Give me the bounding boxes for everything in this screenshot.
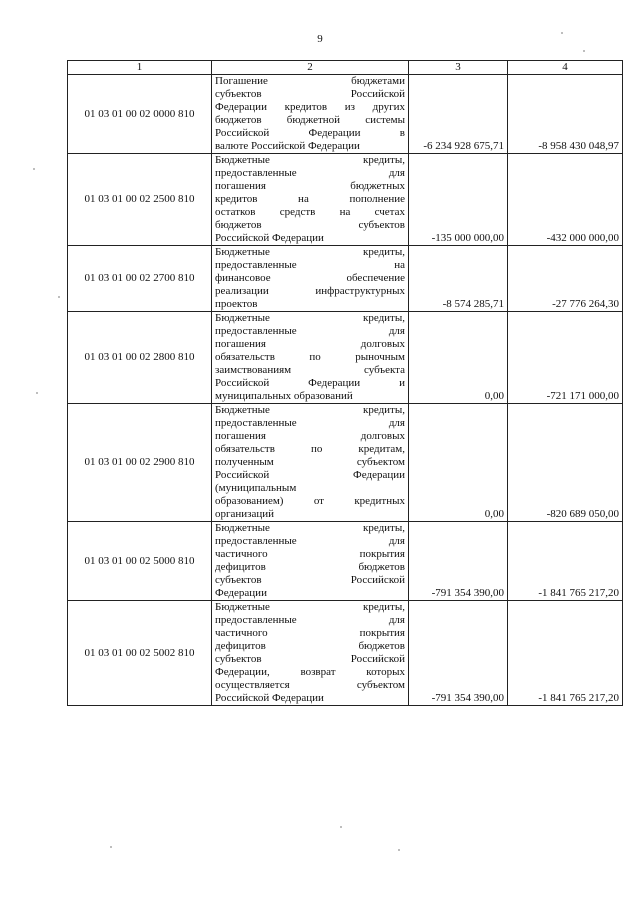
description-line: Российской Федерации: [215, 232, 324, 244]
amount-column-4: -432 000 000,00: [508, 154, 623, 246]
description-cell: [212, 522, 409, 601]
description-line: образованием) от кредитных: [215, 495, 405, 507]
amount-column-3: -791 354 390,00: [409, 601, 508, 706]
description-line: полученным субъектом: [215, 456, 405, 468]
amount-column-3: -791 354 390,00: [409, 522, 508, 601]
description-line: дефицитов бюджетов: [215, 640, 405, 652]
table-row: [68, 246, 623, 312]
amount-column-4: -721 171 000,00: [508, 312, 623, 404]
description-line: осуществляется субъектом: [215, 679, 405, 691]
table-body: [68, 75, 623, 706]
description-line: Бюджетные кредиты,: [215, 522, 405, 534]
amount-column-4: -27 776 264,30: [508, 246, 623, 312]
amount-column-3: 0,00: [409, 312, 508, 404]
description-line: предоставленные для: [215, 167, 405, 179]
description-line: погашения бюджетных: [215, 180, 405, 192]
description-line: заимствованиям субъекта: [215, 364, 405, 376]
column-header-4: 4: [508, 61, 623, 75]
header-row: [68, 61, 623, 75]
description-cell: [212, 246, 409, 312]
amount-column-4: -1 841 765 217,20: [508, 601, 623, 706]
description-line: Российской Федерации: [215, 469, 405, 481]
budget-code-cell: 01 03 01 00 02 2700 810: [68, 246, 212, 312]
description-cell: [212, 312, 409, 404]
description-cell: [212, 154, 409, 246]
amount-column-4: -1 841 765 217,20: [508, 522, 623, 601]
description-line: частичного покрытия: [215, 548, 405, 560]
description-line: обязательств по кредитам,: [215, 443, 405, 455]
table-row: [68, 404, 623, 522]
description-line: субъектов Российской: [215, 653, 405, 665]
description-line: Бюджетные кредиты,: [215, 312, 405, 324]
scan-speck: [340, 826, 342, 828]
description-line: предоставленные для: [215, 535, 405, 547]
amount-column-3: -6 234 928 675,71: [409, 75, 508, 154]
description-line: Погашение бюджетами: [215, 75, 405, 87]
budget-code-cell: 01 03 01 00 02 2800 810: [68, 312, 212, 404]
budget-code-cell: 01 03 01 00 02 0000 810: [68, 75, 212, 154]
scan-speck: [561, 32, 563, 34]
description-line: Федерации: [215, 587, 267, 599]
budget-table: [67, 60, 623, 706]
description-cell: [212, 404, 409, 522]
description-line: предоставленные для: [215, 417, 405, 429]
description-line: муниципальных образований: [215, 390, 353, 402]
description-line: дефицитов бюджетов: [215, 561, 405, 573]
description-line: Российской Федерации и: [215, 377, 405, 389]
scan-speck: [583, 50, 585, 52]
column-header-1: 1: [68, 61, 212, 75]
table-row: [68, 154, 623, 246]
description-line: бюджетов субъектов: [215, 219, 405, 231]
scan-speck: [36, 392, 38, 394]
amount-column-3: 0,00: [409, 404, 508, 522]
page-number: 9: [317, 33, 323, 45]
description-line: бюджетов бюджетной системы: [215, 114, 405, 126]
description-line: Российской Федерации: [215, 692, 324, 704]
amount-column-4: -820 689 050,00: [508, 404, 623, 522]
description-line: Федерации кредитов из других: [215, 101, 405, 113]
budget-code-cell: 01 03 01 00 02 2500 810: [68, 154, 212, 246]
description-cell: [212, 601, 409, 706]
description-line: погашения долговых: [215, 338, 405, 350]
column-header-2: 2: [212, 61, 409, 75]
description-line: (муниципальным: [215, 482, 297, 494]
description-line: субъектов Российской: [215, 574, 405, 586]
description-line: частичного покрытия: [215, 627, 405, 639]
description-line: проектов: [215, 298, 258, 310]
description-line: кредитов на пополнение: [215, 193, 405, 205]
amount-column-3: -8 574 285,71: [409, 246, 508, 312]
description-line: субъектов Российской: [215, 88, 405, 100]
description-line: Бюджетные кредиты,: [215, 246, 405, 258]
description-cell: [212, 75, 409, 154]
description-line: организаций: [215, 508, 275, 520]
table-row: [68, 522, 623, 601]
table-row: [68, 312, 623, 404]
amount-column-3: -135 000 000,00: [409, 154, 508, 246]
description-line: погашения долговых: [215, 430, 405, 442]
description-line: Федерации, возврат которых: [215, 666, 405, 678]
column-header-3: 3: [409, 61, 508, 75]
scan-speck: [110, 846, 112, 848]
description-line: предоставленные на: [215, 259, 405, 271]
description-line: предоставленные для: [215, 614, 405, 626]
description-line: остатков средств на счетах: [215, 206, 405, 218]
description-line: Бюджетные кредиты,: [215, 404, 405, 416]
description-line: предоставленные для: [215, 325, 405, 337]
scan-speck: [33, 168, 35, 170]
scan-speck: [398, 849, 400, 851]
budget-code-cell: 01 03 01 00 02 2900 810: [68, 404, 212, 522]
budget-code-cell: 01 03 01 00 02 5002 810: [68, 601, 212, 706]
description-line: реализации инфраструктурных: [215, 285, 405, 297]
description-line: Бюджетные кредиты,: [215, 154, 405, 166]
description-line: Бюджетные кредиты,: [215, 601, 405, 613]
description-line: финансовое обеспечение: [215, 272, 405, 284]
table-row: [68, 75, 623, 154]
scan-speck: [58, 296, 60, 298]
description-line: валюте Российской Федерации: [215, 140, 360, 152]
table-row: [68, 601, 623, 706]
amount-column-4: -8 958 430 048,97: [508, 75, 623, 154]
budget-code-cell: 01 03 01 00 02 5000 810: [68, 522, 212, 601]
description-line: Российской Федерации в: [215, 127, 405, 139]
description-line: обязательств по рыночным: [215, 351, 405, 363]
